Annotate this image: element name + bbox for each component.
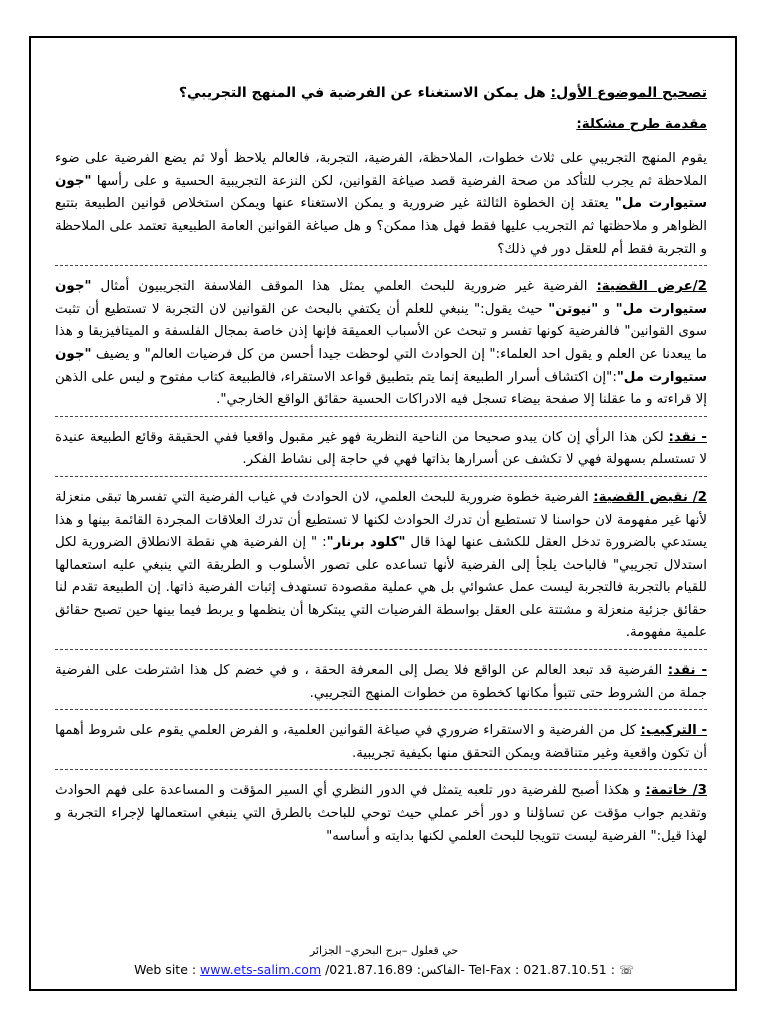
title-text: هل يمكن الاستغناء عن الفرضية في المنهج التجريبي؟ bbox=[178, 85, 551, 101]
contact-text: /021.87.16.89 :الفاكس- Tel-Fax : 021.87.10.51 : bbox=[321, 962, 619, 977]
antithesis-text-1: الفرضية خطوة ضرورية للبحث العلمي، لان الحوادث في غياب الفرضية التي تفسرها تبقى منعزلة لأنها غير مفهومة لان حواسنا لا تستطيع أن تدرك الحوادث لكنها لا تستطيع أن تدرك العلاقات المجردة القائمة بينها و هذا يستدعي بالضرورة تدخل العقل للكشف عنها لهذا قال bbox=[55, 489, 708, 551]
synthesis-text: كل من الفرضية و الاستقراء ضروري في صياغة القوانين العلمية، و الفرض العلمي يقوم على شروط أهمها أن تكون واقعية وغير متناقضة ويمكن التحقق منها بكيفية تجريبية. bbox=[55, 723, 707, 761]
web-label: Web site : bbox=[134, 962, 201, 977]
intro-heading: مقدمة طرح مشكلة: bbox=[576, 116, 707, 132]
synthesis-label: - التركيب: bbox=[640, 723, 708, 739]
critique-1-text: لكن هذا الرأي إن كان يبدو صحيحا من الناحية النظرية فهو غير مقبول واقعيا ففي الحقيقة وقائع الطبيعة عنيدة لا تستسلم بسهولة فهي لا تكشف عن أسرارها بذاتها فهي في حاجة إلى نشاط الفكر. bbox=[55, 429, 707, 468]
intro-text-2: يعتقد إن الخطوة الثالثة غير ضرورية و يمكن الاستغناء عنها ويمكن استخلاص قوانين الطبيعة بتتبع الظواهر و ملاحظتها ثم التجريب عليها فقط فهل هذا ممكن؟ و هل صياغة القوانين العامة الطبيعية تعتمد على الملاحظة و التجربة فقط أم للعقل دور في ذلك؟ bbox=[55, 196, 707, 257]
critique-2-paragraph bbox=[55, 660, 707, 710]
intro-paragraph bbox=[55, 148, 707, 266]
thesis-name-1: "جون ستيوارت مل" bbox=[55, 279, 707, 317]
footer-contact bbox=[0, 962, 768, 977]
thesis-text-3: :"إن اكتشاف أسرار الطبيعة إنما يتم بتطبيق قواعد الاستقراء، فالطبيعة كتاب مفتوح و ليس على الذهن إلا قراءته و ما عقلنا إلا صفحة بيضاء تسجل فيه الادراكات الحسية حقائق الواقع الخارجي". bbox=[55, 369, 707, 408]
thesis-paragraph bbox=[55, 276, 707, 417]
conclusion-paragraph bbox=[55, 780, 707, 848]
thesis-name-3: "جون ستيوارت مل" bbox=[55, 346, 707, 385]
intro-name: "جون ستيوارت مل" bbox=[55, 173, 707, 212]
critique-1-paragraph bbox=[55, 427, 707, 477]
synthesis-paragraph bbox=[55, 720, 707, 770]
conclusion-text: و هكذا أصبح للفرضية دور تلعبه يتمثل في الدور النظري أي السير المؤقت و المساعدة على فهم الحوادث وتقديم جواب مؤقت عن تساؤلنا و دور أخر عملي حيث توحي للباحث بالطرق التي ينبغي استعمالها لإجراء التجربة و لهذا قيل:" الفرضية ليست تتويجا للبحث العلمي لكنها بدايته و أساسه" bbox=[55, 783, 707, 844]
critique-2-label: - نقد: bbox=[667, 663, 708, 679]
antithesis-name: "كلود برنار" bbox=[326, 535, 406, 551]
critique-2-text: الفرضية قد تبعد العالم عن الواقع فلا يصل إلى المعرفة الحقة ، و في خضم كل هذا اشترطت على الفرضية جملة من الشروط حتى تتبوأ مكانها كخطوة من خطوات المنهج التجريبي. bbox=[55, 663, 707, 701]
antithesis-paragraph bbox=[55, 487, 707, 650]
thesis-name-2: "نيوتن" bbox=[548, 301, 599, 317]
conclusion-label: 3/ خاتمة: bbox=[645, 783, 707, 799]
antithesis-label: 2/ نقيض القضية: bbox=[593, 489, 707, 505]
thesis-label: 2/عرض القضية: bbox=[596, 279, 707, 295]
title-label: تصحيح الموضوع الأول: bbox=[550, 85, 707, 101]
footer-address: حي قعلول –برج البحري– الجزائر bbox=[309, 944, 459, 957]
document-body bbox=[55, 82, 707, 856]
thesis-text-1: الفرضية غير ضرورية للبحث العلمي يمثل هذا الموقف الفلاسفة التجريبيون أمثال bbox=[91, 279, 597, 295]
document-title bbox=[55, 82, 707, 105]
antithesis-text-2: : " إن الفرضية هي نقطة الانطلاق الضرورية لكل استدلال تجريبي" فالباحث يلجأ إلى الفرضية لأنها تساعده على تصور الأسلوب و الطريقة التي ينبغي عليه استعمالها للقيام بالتجربة فالتجربة ليست عمل عشوائي بل هي عملية مقصودة تستهدف إثبات الفرضية ذاتها. إن الطبيعة تقدم لنا حقائق جزئية منعزلة و مشتتة على العقل بواسطة الفرضيات التي يبتكرها أن ينظمها و يربط فيما بينها حين تصبح حقائق علمية مفهومة. bbox=[55, 535, 707, 641]
thesis-text-2: حيث يقول:" ينبغي للعلم أن يكتفي بالبحث عن القوانين لان التجربة لا تستطيع أن تثبت سوى القوانين" فالفرضية كونها تفسر و تبحث عن الأسباب العميقة فإنها إذن خاصة بمجال الفلسفة و الميتافيزيقا و هذا ما يبعدنا عن العلم و يقول احد العلماء:" إن الحوادث التي لوحظت جيدا أحسن من كل فرضيات العالم" و يضيف bbox=[55, 301, 707, 362]
phone-icon: ☏ bbox=[618, 963, 634, 977]
critique-1-label: - نقد: bbox=[668, 429, 707, 445]
intro-text-1: يقوم المنهج التجريبي على ثلاث خطوات، الملاحظة، الفرضية، التجربة، فالعالم يلاحظ أولا ثم يضع الفرضية على ضوء الملاحظة ثم يجرب للتأكد من صحة الفرضية قصد صياغة القوانين، لكن النزعة التجريبية الحسية و على رأسها bbox=[55, 151, 707, 189]
thesis-and: و bbox=[598, 301, 616, 317]
website-link[interactable]: www.ets-salim.com bbox=[200, 962, 322, 977]
